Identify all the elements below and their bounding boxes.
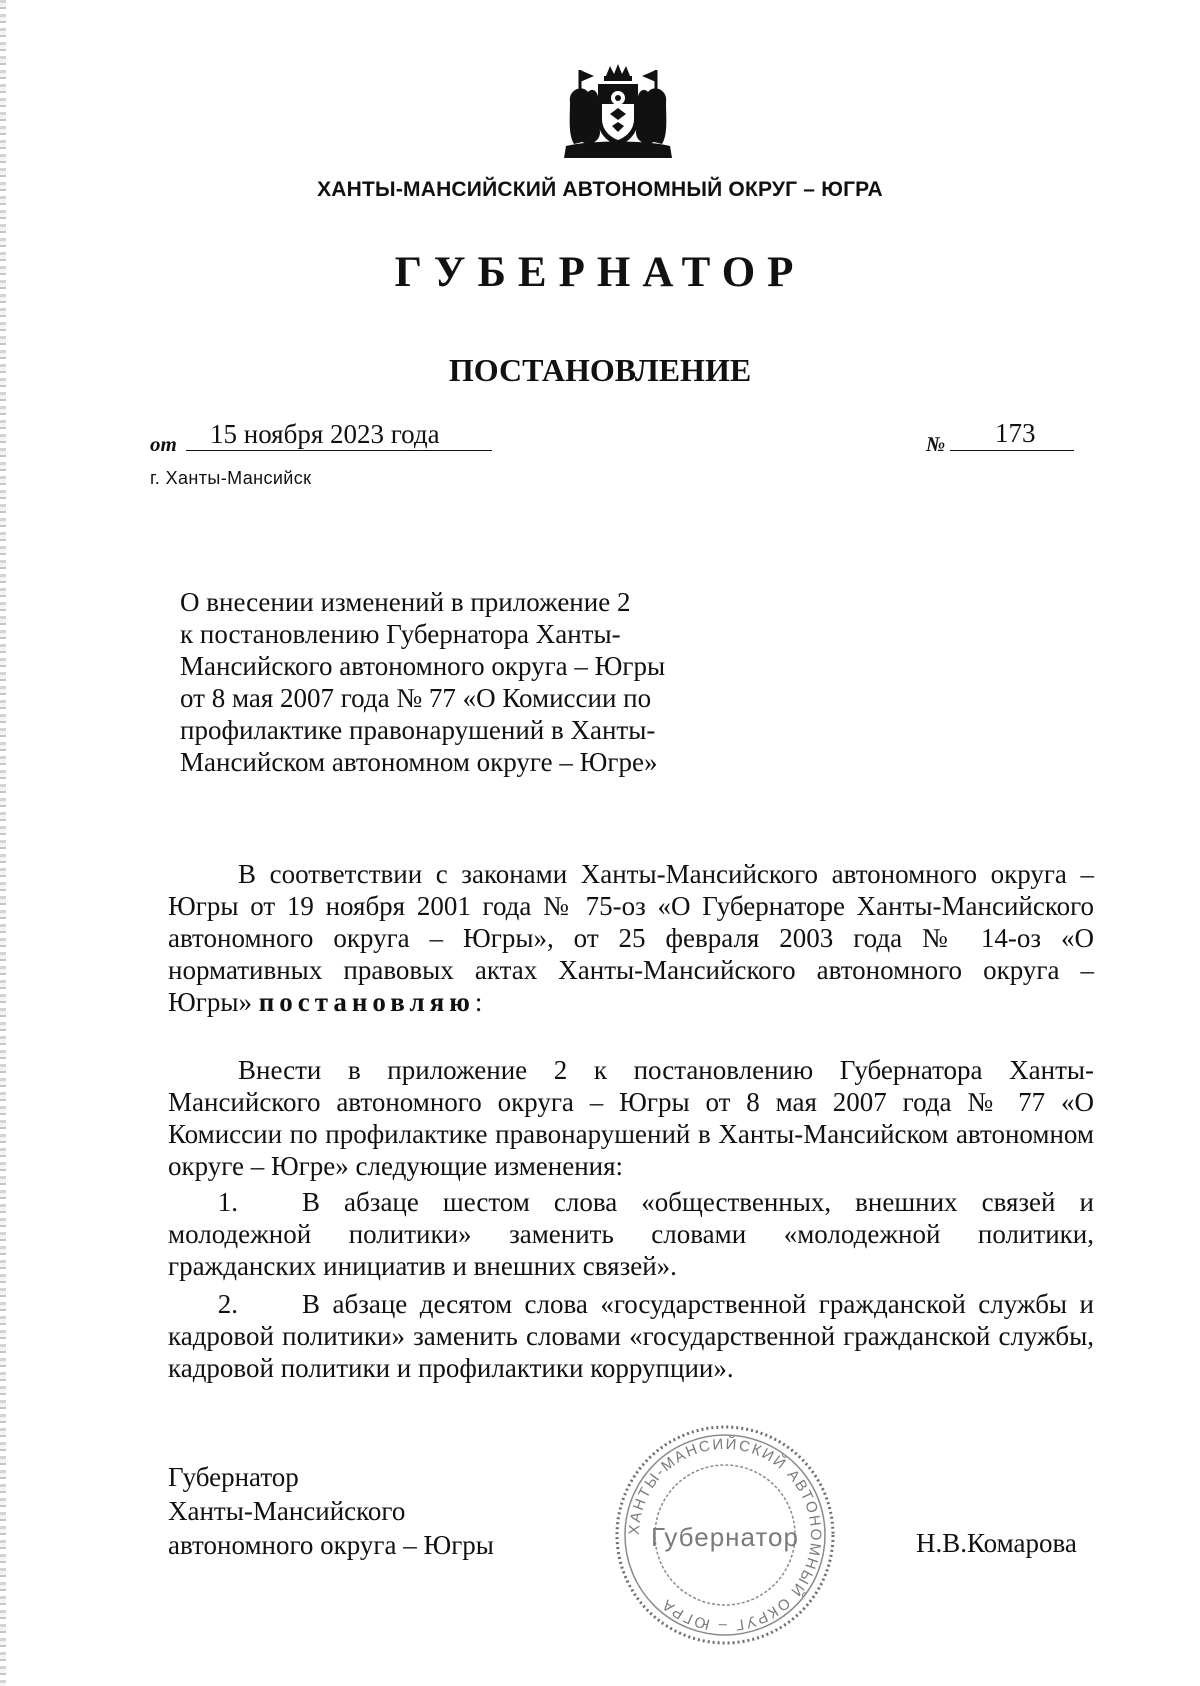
document-date: 15 ноября 2023 года: [210, 419, 440, 449]
coat-of-arms-icon: [560, 62, 676, 162]
city: г. Ханты-Мансийск: [150, 468, 312, 488]
preamble-paragraph: [168, 858, 1094, 1018]
document-number: 173: [995, 418, 1036, 448]
number-label: №: [926, 432, 946, 456]
signatory-title-line: Губернатор: [168, 1462, 299, 1492]
preamble-text: В соответствии с законами Ханты-Мансийского автономного округа – Югры от 19 ноября 2001 года № 75-оз «О Губернаторе Ханты-Мансийского автономного округа – Югры», от 25 февраля 2003 года № 14-оз «О нормативных правовых актах Ханты-Мансийского автономного округа – Югры»: [168, 859, 1094, 1017]
amendment-item: [168, 1186, 1094, 1282]
date-label: от: [150, 432, 177, 456]
seal-ring-text: ХАНТЫ-МАНСИЙСКИЙ АВТОНОМНЫЙ ОКРУГ – ЮГРА: [625, 1435, 825, 1635]
item-text: В абзаце шестом слова «общественных, внешних связей и молодежной политики» заменить словами «молодежной политики, гражданских инициатив и внешних связей».: [168, 1187, 1094, 1281]
subject-line: Мансийского автономного округа – Югры: [180, 651, 666, 681]
document-type: ПОСТАНОВЛЕНИЕ: [448, 352, 752, 388]
authority-title: ГУБЕРНАТОР: [394, 249, 806, 296]
amendment-item: [168, 1288, 1094, 1384]
resolution-word: постановляю: [258, 987, 475, 1017]
subject-line: О внесении изменений в приложение 2: [180, 587, 631, 617]
official-seal-icon: [610, 1420, 840, 1650]
item-text: В абзаце десятом слова «государственной гражданской службы и кадровой политики» заменить словами «государственной гражданской службы, кадровой политики и профилактики коррупции».: [168, 1289, 1094, 1383]
main-paragraph: Внести в приложение 2 к постановлению Губернатора Ханты-Мансийского автономного округа – Югры от 8 мая 2007 года № 77 «О Комиссии по профилактике правонарушений в Ханты-Мансийском автономном округе – Югре» следующие изменения:: [168, 1055, 1094, 1181]
item-number: 2.: [217, 1289, 238, 1319]
signatory-name: Н.В.Комарова: [916, 1528, 1077, 1558]
date-underline: [186, 450, 492, 451]
signatory-title: [168, 1460, 494, 1562]
subject-line: Мансийском автономном округе – Югре»: [180, 747, 658, 777]
subject-line: от 8 мая 2007 года № 77 «О Комиссии по: [180, 683, 652, 713]
number-underline: [950, 450, 1074, 451]
signatory-title-line: Ханты-Мансийского: [168, 1496, 406, 1526]
seal-center-text: Губернатор: [651, 1522, 799, 1552]
signatory-title-line: автономного округа – Югры: [168, 1530, 494, 1560]
region-title: ХАНТЫ-МАНСИЙСКИЙ АВТОНОМНЫЙ ОКРУГ – ЮГРА: [317, 178, 883, 201]
subject-line: профилактике правонарушений в Ханты-: [180, 715, 656, 745]
document-subject: [180, 586, 740, 778]
item-number: 1.: [217, 1187, 238, 1217]
preamble-colon: :: [474, 987, 483, 1017]
subject-line: к постановлению Губернатора Ханты-: [180, 619, 621, 649]
